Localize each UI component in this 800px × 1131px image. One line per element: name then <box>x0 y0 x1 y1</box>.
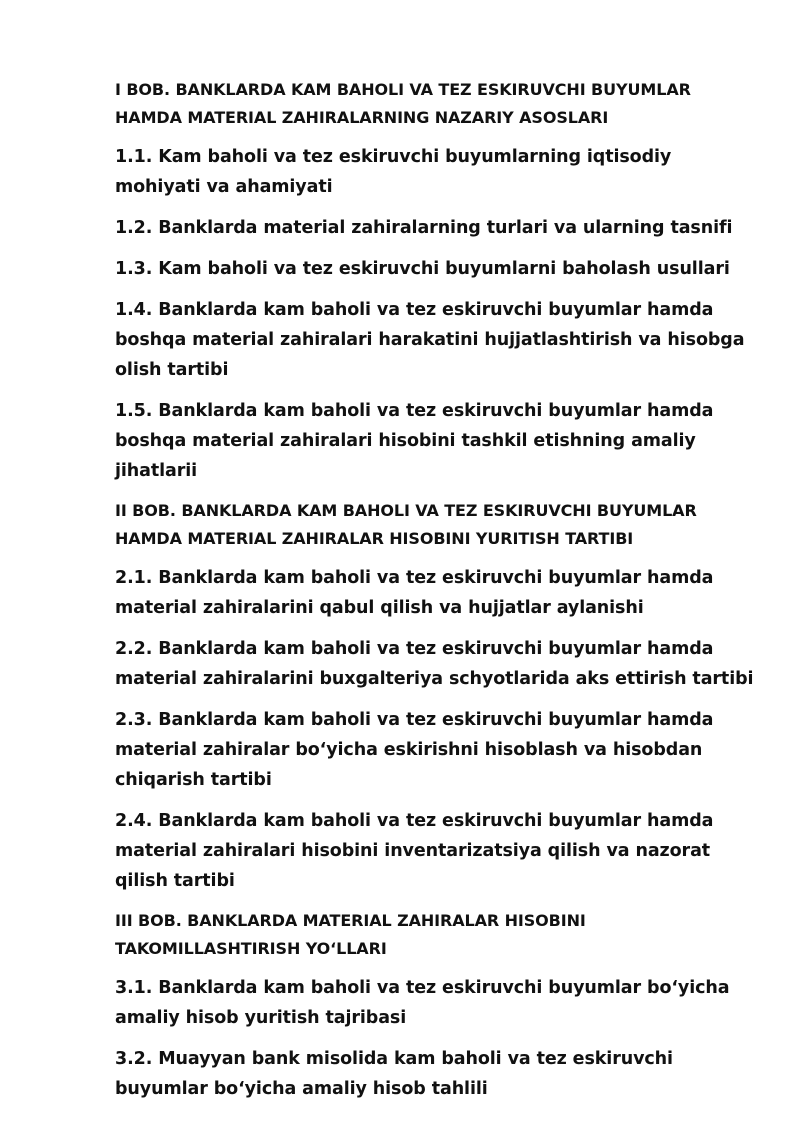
section-1-4: 1.4. Banklarda kam baholi va tez eskiruvchi buyumlar hamda boshqa material zahiralari harakatini hujjatlashtirish va hisobga olish tartibi <box>115 300 745 380</box>
section-2-3: 2.3. Banklarda kam baholi va tez eskiruvchi buyumlar hamda material zahiralar bo‘yicha eskirishni hisoblash va hisobdan chiqarish tartibi <box>115 710 714 790</box>
chapter-2-heading: II BOB. BANKLARDA KAM BAHOLI VA TEZ ESKIRUVCHI BUYUMLAR HAMDA MATERIAL ZAHIRALAR HISOBINI YURITISH TARTIBI <box>115 501 697 548</box>
section-1-1: 1.1. Kam baholi va tez eskiruvchi buyumlarning iqtisodiy mohiyati va ahamiyati <box>115 147 672 197</box>
section-2-4: 2.4. Banklarda kam baholi va tez eskiruvchi buyumlar hamda material zahiralari hisobini inventarizatsiya qilish va nazorat qilish tartibi <box>115 811 714 891</box>
section-1-2: 1.2. Banklarda material zahiralarning turlari va ularning tasnifi <box>115 218 733 238</box>
chapter-1-heading: I BOB. BANKLARDA KAM BAHOLI VA TEZ ESKIRUVCHI BUYUMLAR HAMDA MATERIAL ZAHIRALARNING NAZARIY ASOSLARI <box>115 80 691 127</box>
section-2-1: 2.1. Banklarda kam baholi va tez eskiruvchi buyumlar hamda material zahiralarini qabul qilish va hujjatlar aylanishi <box>115 568 714 618</box>
section-1-5: 1.5. Banklarda kam baholi va tez eskiruvchi buyumlar hamda boshqa material zahiralari hisobini tashkil etishning amaliy jihatlarii <box>115 401 714 481</box>
section-3-2: 3.2. Muayyan bank misolida kam baholi va tez eskiruvchi buyumlar bo‘yicha amaliy hisob tahlili <box>115 1049 673 1099</box>
chapter-3-heading: III BOB. BANKLARDA MATERIAL ZAHIRALAR HISOBINI TAKOMILLASHTIRISH YO‘LLARI <box>115 911 586 958</box>
section-2-2: 2.2. Banklarda kam baholi va tez eskiruvchi buyumlar hamda material zahiralarini buxgalteriya schyotlarida aks ettirish tartibi <box>115 639 754 689</box>
table-of-contents <box>115 76 755 1115</box>
section-3-1: 3.1. Banklarda kam baholi va tez eskiruvchi buyumlar bo‘yicha amaliy hisob yuritish tajribasi <box>115 978 730 1028</box>
section-1-3: 1.3. Kam baholi va tez eskiruvchi buyumlarni baholash usullari <box>115 259 730 279</box>
